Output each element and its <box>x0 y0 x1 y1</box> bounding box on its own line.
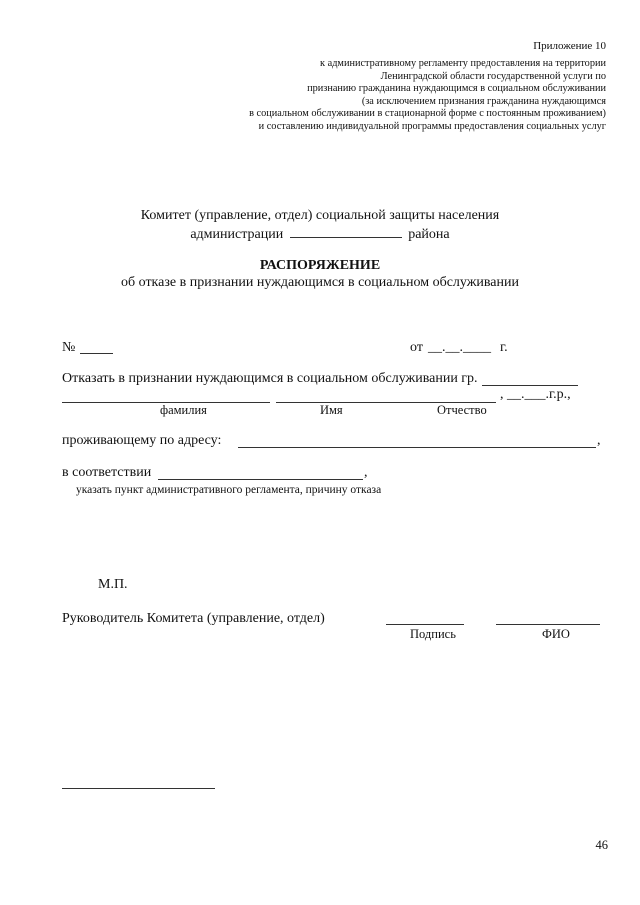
accordance-end: , <box>364 465 368 480</box>
org-administration-prefix: администрации <box>190 227 284 242</box>
stamp-label: М.П. <box>98 577 128 592</box>
address-label: проживающему по адресу: <box>62 433 222 448</box>
address-field[interactable] <box>238 447 596 448</box>
document-title: РАСПОРЯЖЕНИЕ <box>259 258 381 273</box>
district-blank[interactable] <box>290 225 402 238</box>
full-name-field[interactable] <box>496 624 600 625</box>
page-number: 46 <box>595 838 608 852</box>
date-prefix: от <box>410 340 423 355</box>
number-label: № <box>62 340 76 355</box>
appendix-line: (за исключением признания гражданина нуждающимся <box>361 95 606 107</box>
appendix-line: в социальном обслуживании в стационарной форме с постоянным проживанием) <box>249 108 606 120</box>
appendix-line: признанию гражданина нуждающимся в социальном обслуживании <box>307 83 606 95</box>
address-end: , <box>597 433 601 448</box>
document-subtitle: об отказе в признании нуждающимся в социальном обслуживании <box>121 275 519 290</box>
full-name-label: ФИО <box>542 627 570 641</box>
org-administration <box>0 225 640 243</box>
signature-label: Подпись <box>410 627 456 641</box>
citizen-blank[interactable] <box>482 385 578 386</box>
appendix-line: Ленинградской области государственной услуги по <box>380 70 606 82</box>
refuse-text: Отказать в признании нуждающимся в социальном обслуживании гр. <box>62 371 478 386</box>
footnote-divider <box>62 788 215 789</box>
patronymic-label: Отчество <box>437 403 487 417</box>
appendix-line: и составлению индивидуальной программы предоставления социальных услуг <box>258 120 606 132</box>
signature-field[interactable] <box>386 624 464 625</box>
appendix-line: к административному регламенту предоставления на территории <box>320 58 606 69</box>
accordance-field[interactable] <box>158 479 363 480</box>
birth-date-field[interactable]: , __.___.г.р., <box>500 387 571 402</box>
date-blank[interactable]: __.__.____ <box>428 340 491 355</box>
appendix-title: Приложение 10 <box>533 40 606 52</box>
accordance-label: в соответствии <box>62 465 152 480</box>
org-name: Комитет (управление, отдел) социальной защиты населения <box>140 208 500 223</box>
appendix-reference <box>249 58 606 134</box>
head-label: Руководитель Комитета (управление, отдел) <box>62 611 325 626</box>
org-administration-suffix: района <box>408 227 450 242</box>
number-blank[interactable] <box>80 353 113 354</box>
accordance-hint: указать пункт административного регламента, причину отказа <box>76 484 382 496</box>
year-suffix: г. <box>500 340 508 355</box>
name-label: Имя <box>320 403 343 417</box>
surname-label: фамилия <box>160 403 207 417</box>
